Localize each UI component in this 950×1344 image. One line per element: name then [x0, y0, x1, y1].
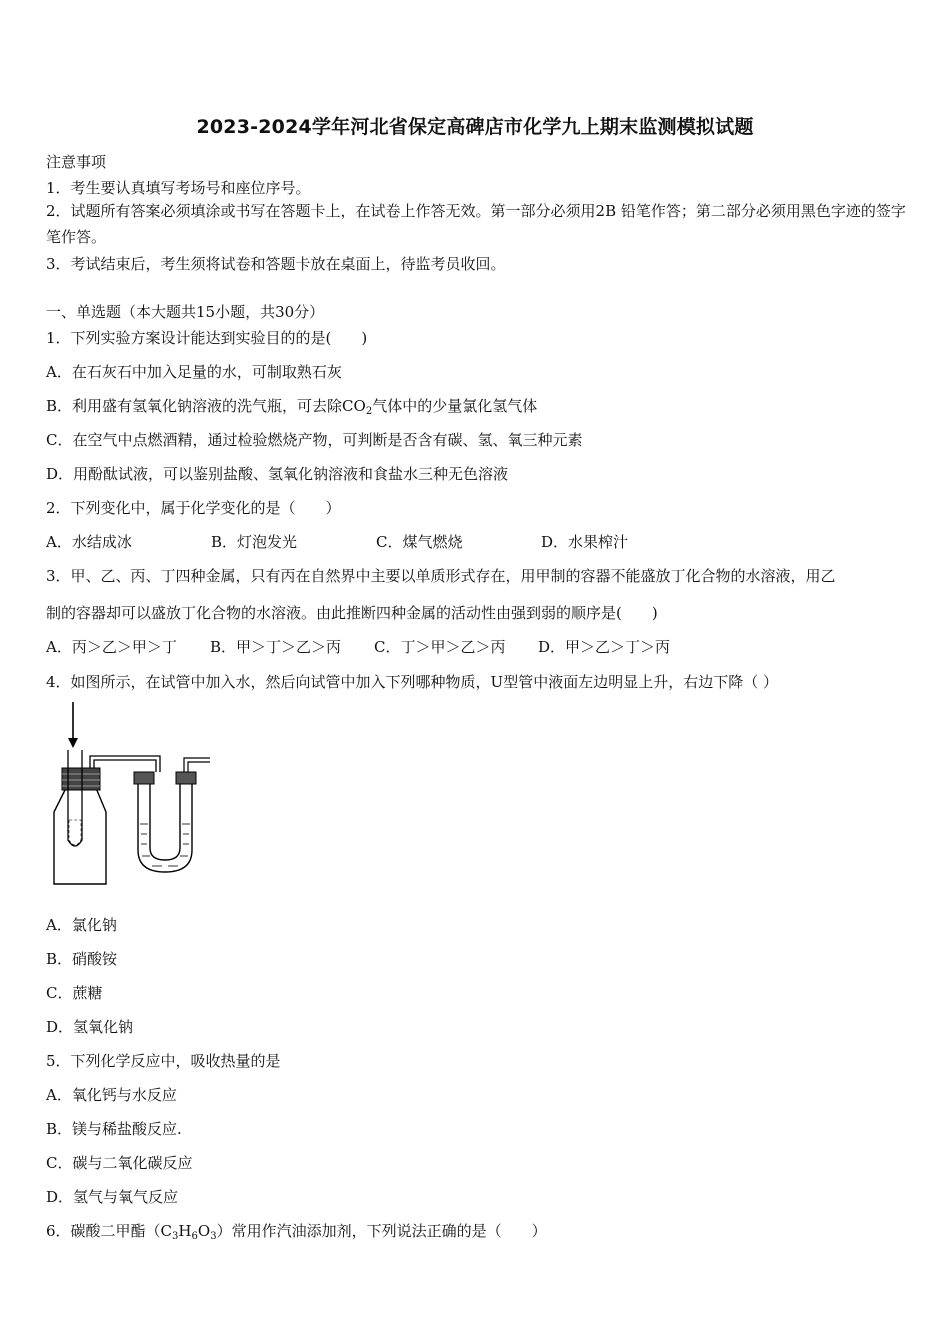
u-tube-right-stopper — [176, 772, 196, 784]
q2-option-a: A．水结成冰 — [46, 533, 132, 551]
notice-heading: 注意事项 — [46, 153, 107, 171]
u-tube — [138, 782, 192, 872]
q4-option-b: B．硝酸铵 — [46, 950, 118, 968]
q4-stem: 4．如图所示，在试管中加入水，然后向试管中加入下列哪种物质，U型管中液面左边明显上升，右边下降（ ） — [46, 673, 778, 691]
q5-option-b: B．镁与稀盐酸反应. — [46, 1120, 182, 1138]
q6-sub-1: 3 — [172, 1231, 179, 1242]
q2-option-d: D．水果榨汁 — [541, 533, 629, 551]
q1-stem: 1．下列实验方案设计能达到实验目的的是( ) — [46, 329, 368, 347]
q2-option-b: B．灯泡发光 — [211, 533, 298, 551]
notice-item-1: 1．考生要认真填写考场号和座位序号。 — [46, 179, 311, 197]
q3-option-b: B．甲＞丁＞乙＞丙 — [210, 638, 342, 656]
q5-option-a: A．氧化钙与水反应 — [46, 1086, 177, 1104]
q5-option-d: D．氢气与氧气反应 — [46, 1188, 179, 1206]
q4-option-c: C．蔗糖 — [46, 984, 103, 1002]
arrow-head-icon — [68, 738, 78, 748]
u-tube-apparatus-figure — [44, 700, 214, 890]
q5-stem: 5．下列化学反应中，吸收热量的是 — [46, 1052, 281, 1070]
q1-option-b-pre: B．利用盛有氢氧化钠溶液的洗气瓶，可去除CO — [46, 397, 366, 415]
q5-option-c: C．碳与二氧化碳反应 — [46, 1154, 193, 1172]
section-heading: 一、单选题（本大题共15小题，共30分） — [46, 303, 325, 321]
q6-sub-2: 6 — [191, 1231, 198, 1242]
q6-mid-1: H — [178, 1222, 192, 1240]
q2-option-c: C．煤气燃烧 — [376, 533, 463, 551]
q6-stem — [46, 1220, 547, 1241]
page-title: 2023-2024学年河北省保定高碑店市化学九上期末监测模拟试题 — [196, 116, 754, 138]
q1-option-d: D．用酚酞试液，可以鉴别盐酸、氢氧化钠溶液和食盐水三种无色溶液 — [46, 465, 509, 483]
q6-stem-post: ）常用作汽油添加剂，下列说法正确的是（ ） — [216, 1222, 547, 1240]
notice-item-2: 2．试题所有答案必须填涂或书写在答题卡上，在试卷上作答无效。第一部分必须用2B 铅笔作答；第二部分必须用黑色字迹的签字笔作答。 — [46, 202, 906, 246]
q1-option-b — [46, 395, 537, 416]
q2-options — [46, 531, 628, 552]
q4-option-a: A．氯化钠 — [46, 916, 117, 934]
q3-stem-line1: 3．甲、乙、丙、丁四种金属，只有丙在自然界中主要以单质形式存在，用甲制的容器不能盛放丁化合物的水溶液，用乙 — [46, 567, 836, 585]
u-tube-left-stopper — [134, 772, 154, 784]
q3-option-a: A．丙＞乙＞甲＞丁 — [46, 638, 177, 656]
q3-stem-line2: 制的容器却可以盛放丁化合物的水溶液。由此推断四种金属的活动性由强到弱的顺序是( ) — [46, 604, 658, 622]
notice-item-3: 3．考试结束后，考生须将试卷和答题卡放在桌面上，待监考员收回。 — [46, 255, 506, 273]
q2-stem: 2．下列变化中，属于化学变化的是（ ） — [46, 499, 341, 517]
q6-mid-2: O — [197, 1222, 211, 1240]
q3-option-d: D．甲＞乙＞丁＞丙 — [538, 638, 671, 656]
q4-option-d: D．氢氧化钠 — [46, 1018, 134, 1036]
q6-stem-pre: 6．碳酸二甲酯（C — [46, 1222, 173, 1240]
q1-option-a: A．在石灰石中加入足量的水，可制取熟石灰 — [46, 363, 342, 381]
q1-option-b-post: 气体中的少量氯化氢气体 — [372, 397, 538, 415]
q3-option-c: C．丁＞甲＞乙＞丙 — [374, 638, 506, 656]
q1-option-b-sub: 2 — [365, 406, 373, 417]
q6-sub-3: 3 — [210, 1231, 217, 1242]
q3-options — [46, 636, 670, 657]
q1-option-c: C．在空气中点燃酒精，通过检验燃烧产物，可判断是否含有碳、氢、氧三种元素 — [46, 431, 583, 449]
test-tube-water — [69, 820, 81, 845]
